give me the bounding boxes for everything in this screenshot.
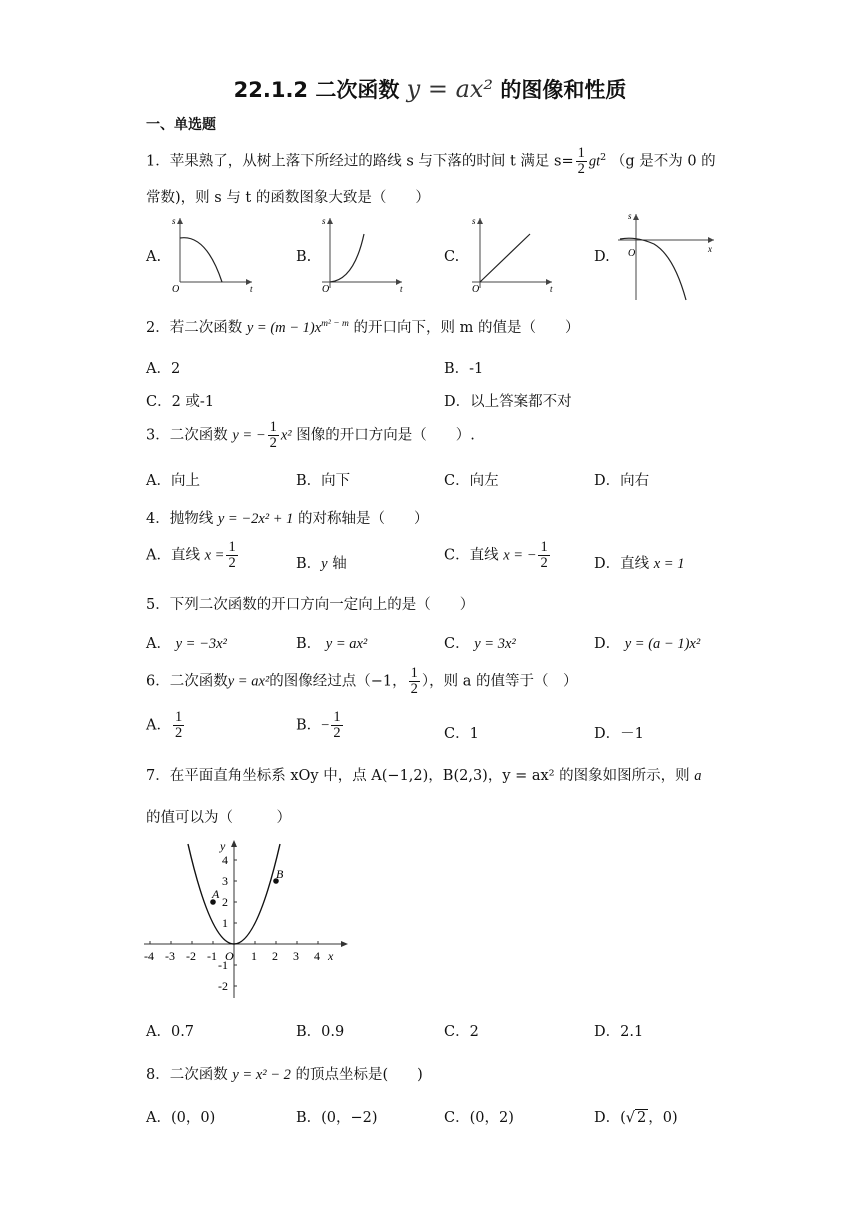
q1-option-b-label: B. [296, 249, 312, 265]
origin-label: O [225, 949, 234, 963]
q1-text-a: 1．苹果熟了，从树上落下所经过的路线 s 与下落的时间 t 满足 s= [146, 153, 574, 170]
q4-option-c: C．直线 x = − $\frac{1}{2}$ [444, 539, 548, 572]
graph-b-t-label: t [400, 284, 403, 294]
q8-option-b: B．(0，−2) [296, 1110, 378, 1126]
y-tick-label: 3 [222, 874, 228, 888]
title-prefix: 22.1.2 二次函数 [233, 78, 400, 102]
point-a-label: A [212, 887, 220, 901]
q4-option-b: B．y 轴 [296, 556, 347, 572]
graph-a-s-label: s [172, 216, 176, 226]
y-tick-label: -2 [218, 979, 228, 993]
q3-option-c: C．向左 [444, 473, 499, 489]
graph-d-s-label: s [628, 211, 632, 221]
question-7-line-2: 的值可以为（ ） [146, 810, 291, 826]
q5-option-d: D． y = (a − 1)x² [594, 636, 701, 652]
q1-formula: gt [588, 153, 601, 170]
q4-option-a: A．直线 x = $\frac{1}{2}$ [146, 539, 236, 572]
y-axis-label: y [220, 839, 226, 853]
point-b-label: B [276, 867, 284, 881]
q5-option-a: A． y = −3x² [146, 636, 227, 652]
q7-option-c: C．2 [444, 1024, 479, 1040]
q2-option-b: B．-1 [444, 361, 484, 377]
q7-option-b: B．0.9 [296, 1024, 345, 1040]
q3-option-d: D．向右 [594, 473, 650, 489]
graph-c-origin-label: O [472, 284, 480, 295]
q3-option-a: A．向上 [146, 473, 200, 489]
graph-a-origin-label: O [172, 284, 180, 295]
q6-option-d: D．－1 [594, 726, 644, 742]
x-axis-label: x [328, 949, 334, 963]
q1-option-d-label: D. [594, 249, 610, 265]
q1-fraction: $\frac{1}{2}$ [577, 145, 585, 178]
q7-option-a: A．0.7 [146, 1024, 195, 1040]
q1-graph-a [166, 212, 262, 296]
x-tick-label: 4 [314, 949, 320, 963]
q8-option-d: D．(√ 2 ，0) [594, 1110, 678, 1126]
y-tick-label: 2 [222, 895, 228, 909]
question-6-stem: 6．二次函数y = ax²的图像经过点（−1， $\frac{1}{2}$ ），则 a 的值等于（ ） [146, 665, 578, 698]
graph-d-origin-label: O [628, 248, 636, 259]
graph-d-x-label: x [708, 244, 712, 254]
graph-a-t-label: t [250, 284, 253, 294]
graph-b-origin-label: O [322, 284, 330, 295]
question-1-line-2: 常数)，则 s 与 t 的函数图象大致是（ ） [146, 190, 430, 206]
q2-option-c: C．2 或-1 [146, 394, 215, 410]
x-tick-label: 2 [272, 949, 278, 963]
graph-c-s-label: s [472, 216, 476, 226]
q2-option-d: D．以上答案都不对 [444, 394, 572, 410]
q4-formula: y = −2x² + 1 [217, 511, 294, 527]
q5-option-c: C． y = 3x² [444, 636, 516, 652]
question-7-line-1: 7．在平面直角坐标系 xOy 中，点 A(−1,2)，B(2,3)，y = ax² 的图象如图所示，则 a [146, 768, 702, 784]
q1-graph-b [316, 212, 412, 296]
q1-graph-c [466, 212, 562, 296]
q3-option-b: B．向下 [296, 473, 351, 489]
q7-option-d: D．2.1 [594, 1024, 644, 1040]
graph-b-s-label: s [322, 216, 326, 226]
q6-option-b: B．− $\frac{1}{2}$ [296, 709, 341, 742]
title-suffix: 的图像和性质 [500, 78, 627, 102]
x-tick-label: -1 [207, 949, 217, 963]
y-tick-label: 4 [222, 853, 228, 867]
q6-option-c: C．1 [444, 726, 479, 742]
question-5-stem: 5．下列二次函数的开口方向一定向上的是（ ） [146, 597, 475, 613]
q8-option-a: A．(0，0) [146, 1110, 216, 1126]
q8-formula: y = x² − 2 [232, 1067, 291, 1083]
y-tick-label: -1 [218, 958, 228, 972]
x-tick-label: -3 [165, 949, 175, 963]
x-tick-label: 1 [251, 949, 257, 963]
graph-c-t-label: t [550, 284, 553, 294]
x-tick-label: -2 [186, 949, 196, 963]
question-8-stem: 8．二次函数 y = x² − 2 的顶点坐标是( ) [146, 1067, 423, 1083]
title-formula: y = ax² [406, 75, 494, 103]
sqrt-icon: √ [625, 1110, 636, 1126]
q6-option-a: A． $\frac{1}{2}$ [146, 709, 183, 742]
x-tick-label: 3 [293, 949, 299, 963]
q3-fraction: $\frac{1}{2}$ [269, 419, 277, 452]
section-heading: 一、单选题 [146, 117, 216, 133]
q4-option-d: D．直线 x = 1 [594, 556, 685, 572]
q1-option-a-label: A. [146, 249, 162, 265]
q7-coordinate-graph [142, 838, 354, 1002]
question-1-line-1: 1．苹果熟了，从树上落下所经过的路线 s 与下落的时间 t 满足 s= $\frac{1}{2}$ $gt^2$ （g 是不为 0 的 [146, 145, 716, 178]
x-tick-label: -4 [144, 949, 154, 963]
question-3-stem: 3．二次函数 y = − $\frac{1}{2}$ x² 图像的开口方向是（ ）. [146, 419, 475, 452]
question-2-stem: 2．若二次函数 $y = (m - 1)x^{m^2 - m}$ 的开口向下，则 m 的值是（ ） [146, 319, 580, 336]
q1-option-c-label: C. [444, 249, 460, 265]
q5-option-b: B． y = ax² [296, 636, 368, 652]
y-tick-label: 1 [222, 916, 228, 930]
question-4-stem: 4．抛物线 y = −2x² + 1 的对称轴是（ ） [146, 511, 429, 527]
q1-text-b: （g 是不为 0 的 [610, 153, 716, 170]
q1-graph-d [614, 208, 718, 302]
q2-formula: y = (m − 1)x [246, 320, 322, 336]
q2-option-a: A．2 [146, 361, 181, 377]
q8-option-c: C．(0，2) [444, 1110, 514, 1126]
page-title [0, 74, 860, 104]
